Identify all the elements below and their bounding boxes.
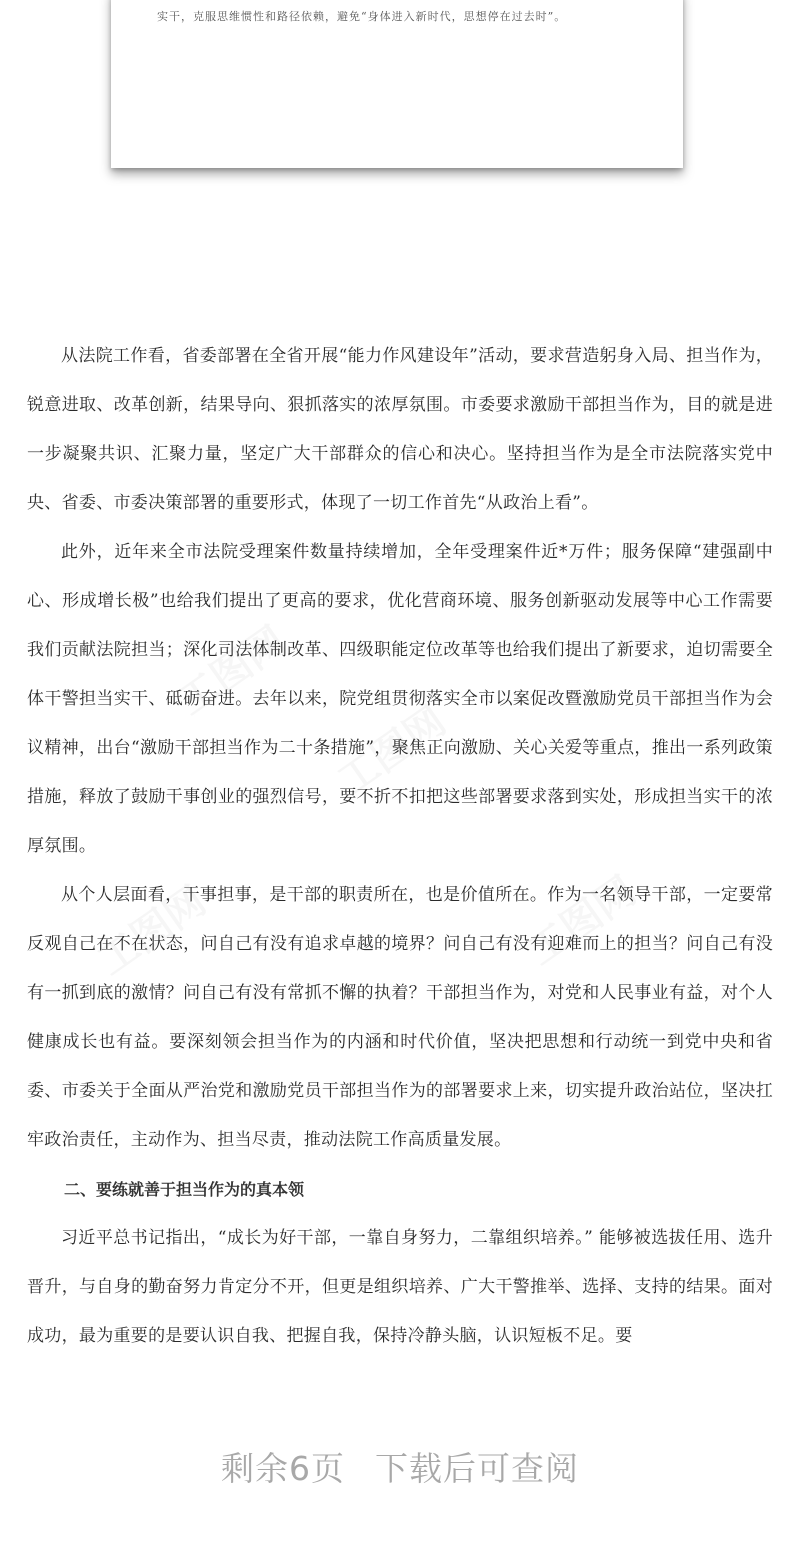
paragraph: 习近平总书记指出，“成长为好干部，一靠自身努力，二靠组织培养。” 能够被选拔任用、选升晋升，与自身的勤奋努力肯定分不开，但更是组织培养、广大干警推举、选择、支持的结果。面对成功，最为重要的是要认识自我、把握自我，保持冷静头脑，认识短板不足。要 [27,1228,773,1346]
previous-page-card [111,0,683,168]
paragraph: 从个人层面看，干事担事，是干部的职责所在，也是价值所在。作为一名领导干部，一定要常反观自己在不在状态，问自己有没有追求卓越的境界？问自己有没有迎难而上的担当？问自己有没有一抓到底的激情？问自己有没有常抓不懈的执着？干部担当作为，对党和人民事业有益，对个人健康成长也有益。要深刻领会担当作为的内涵和时代价值，坚决把思想和行动统一到党中央和省委、市委关于全面从严治党和激励党员干部担当作为的部署要求上来，切实提升政治站位，坚决扛牢政治责任，主动作为、担当尽责，推动法院工作高质量发展。 [27,885,773,1150]
previous-page-line-2: 实干，克服思维惯性和路径依赖，避免“身体进入新时代，思想停在过去时”。 [157,10,567,23]
section-heading: 二、要练就善于担当作为的真本领 [64,1180,305,1199]
previous-page-line-cut [157,0,637,4]
remaining-pages-text[interactable]: 剩余6页 [221,1449,345,1488]
paragraph: 此外，近年来全市法院受理案件数量持续增加，全年受理案件近*万件；服务保障“建强副中心、形成增长极”也给我们提出了更高的要求，优化营商环境、服务创新驱动发展等中心工作需要我们贡献法院担当；深化司法体制改革、四级职能定位改革等也给我们提出了新要求，迫切需要全体干警担当实干、砥砺奋进。去年以来，院党组贯彻落实全市以案促改暨激励党员干部担当作为会议精神，出台“激励干部担当作为二十条措施”，聚焦正向激励、关心关爱等重点，推出一系列政策措施，释放了鼓励干事创业的强烈信号，要不折不扣把这些部署要求落到实处，形成担当实干的浓厚氛围。 [27,542,773,856]
document-body [27,332,773,1361]
download-hint-text[interactable]: 下载后可查阅 [375,1449,579,1488]
paragraph: 从法院工作看，省委部署在全省开展“能力作风建设年”活动，要求营造躬身入局、担当作为，锐意进取、改革创新，结果导向、狠抓落实的浓厚氛围。市委要求激励干部担当作为，目的就是进一步凝聚共识、汇聚力量，坚定广大干部群众的信心和决心。坚持担当作为是全市法院落实党中央、省委、市委决策部署的重要形式，体现了一切工作首先“从政治上看”。 [27,346,773,513]
download-prompt[interactable] [0,1443,800,1490]
